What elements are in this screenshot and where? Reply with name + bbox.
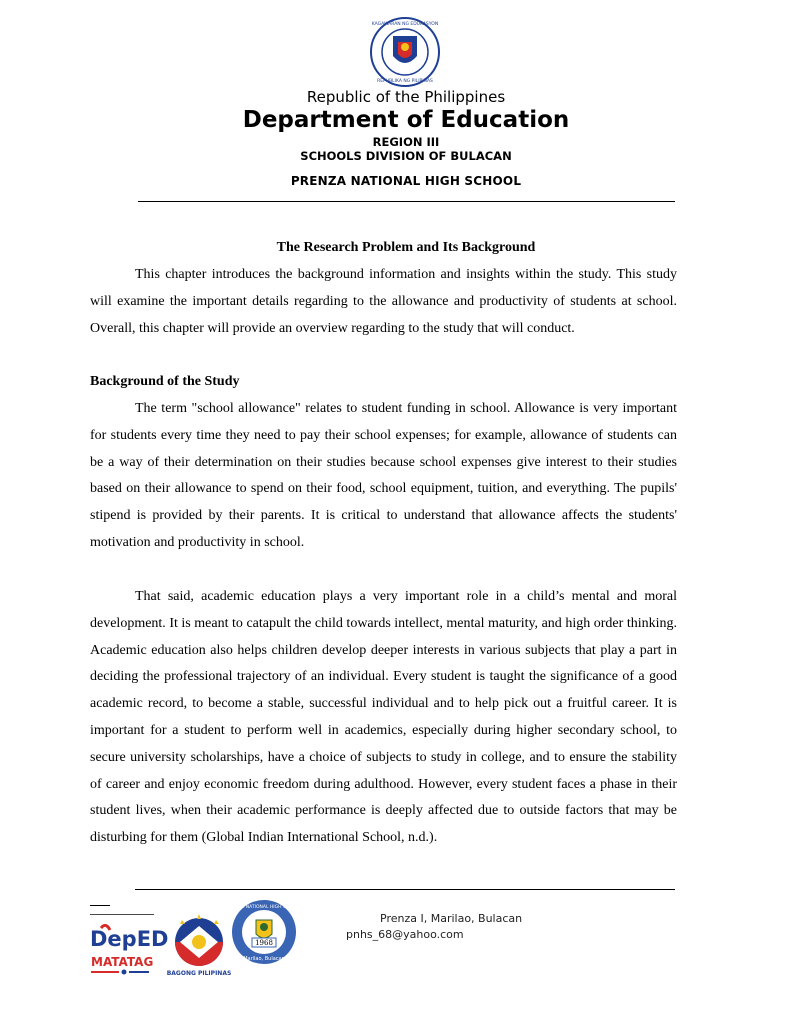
svg-text:BAGONG PILIPINAS: BAGONG PILIPINAS — [166, 970, 232, 977]
body-paragraph-1: The term "school allowance" relates to student funding in school. Allowance is very important for students every time they need to pay their school expenses; for example, allowance of students can be a way of their determination on their studies because school expenses give interest to their studies based on their allowance to spend on their food, school equipment, tuition, and everything. The pupils' stipend is provided by their parents. It is critical to understand that allowance affects the students' motivation and productivity in school. — [90, 401, 677, 550]
svg-text:REPUBLIKA NG PILIPINAS: REPUBLIKA NG PILIPINAS — [377, 79, 433, 84]
svg-text:DepED: DepED — [90, 927, 169, 951]
body-paragraph-2: That said, academic education plays a very important role in a child’s mental and moral development. It is meant to catapult the child towards intellect, mental maturity, and high order thinking. Academic education also helps children develop deeper interests in various subjects that play a part in deciding the professional trajectory of an individual. Every student is taught the significance of a good academic record, to become a stable, successful individual and to help pick out a fruitful career. It is important for a student to perform well in academics, especially during higher secondary school, to secure university scholarships, have a choice of subjects to study in college, and to ensure the stability of career and enjoy economic freedom during adulthood. However, every student faces a phase in their student lives, when their academic performance is deeply affected due to outside factors that may be disturbing for them (Global Indian International School, n.d.). — [90, 589, 677, 846]
republic-heading: Republic of the Philippines — [306, 88, 506, 106]
deped-seal-icon — [365, 16, 445, 88]
deped-logo-icon — [88, 918, 169, 978]
footer-address: Prenza I, Marilao, Bulacan — [380, 912, 523, 925]
footer-divider-short — [90, 905, 110, 906]
intro-paragraph: This chapter introduces the background information and insights within the study. This study will examine the important details regarding to the allowance and productivity of students at school. Overall, this chapter will provide an overview regarding to the study that will conduct. — [90, 267, 677, 336]
svg-text:PRENZA NATIONAL HIGH SCHOOL: PRENZA NATIONAL HIGH SCHOOL — [226, 905, 302, 910]
division-heading: SCHOOLS DIVISION OF BULACAN — [300, 149, 512, 163]
svg-text:1968: 1968 — [255, 939, 273, 947]
school-heading: PRENZA NATIONAL HIGH SCHOOL — [290, 174, 522, 188]
document-title: The Research Problem and Its Background — [276, 240, 536, 255]
region-heading: REGION III — [372, 135, 440, 149]
svg-text:MATATAG: MATATAG — [91, 955, 154, 969]
svg-text:Marilao, Bulacan: Marilao, Bulacan — [243, 956, 285, 962]
section-heading: Background of the Study — [90, 374, 240, 389]
footer-divider — [135, 889, 675, 890]
school-seal-icon — [226, 898, 302, 966]
svg-text:KAGAWARAN NG EDUKASYON: KAGAWARAN NG EDUKASYON — [371, 22, 439, 27]
bagong-pilipinas-logo-icon — [168, 912, 230, 978]
footer-email: pnhs_68@yahoo.com — [346, 928, 464, 941]
header-divider — [138, 201, 675, 202]
deped-logo-divider — [90, 914, 154, 915]
department-heading: Department of Education — [242, 107, 570, 133]
